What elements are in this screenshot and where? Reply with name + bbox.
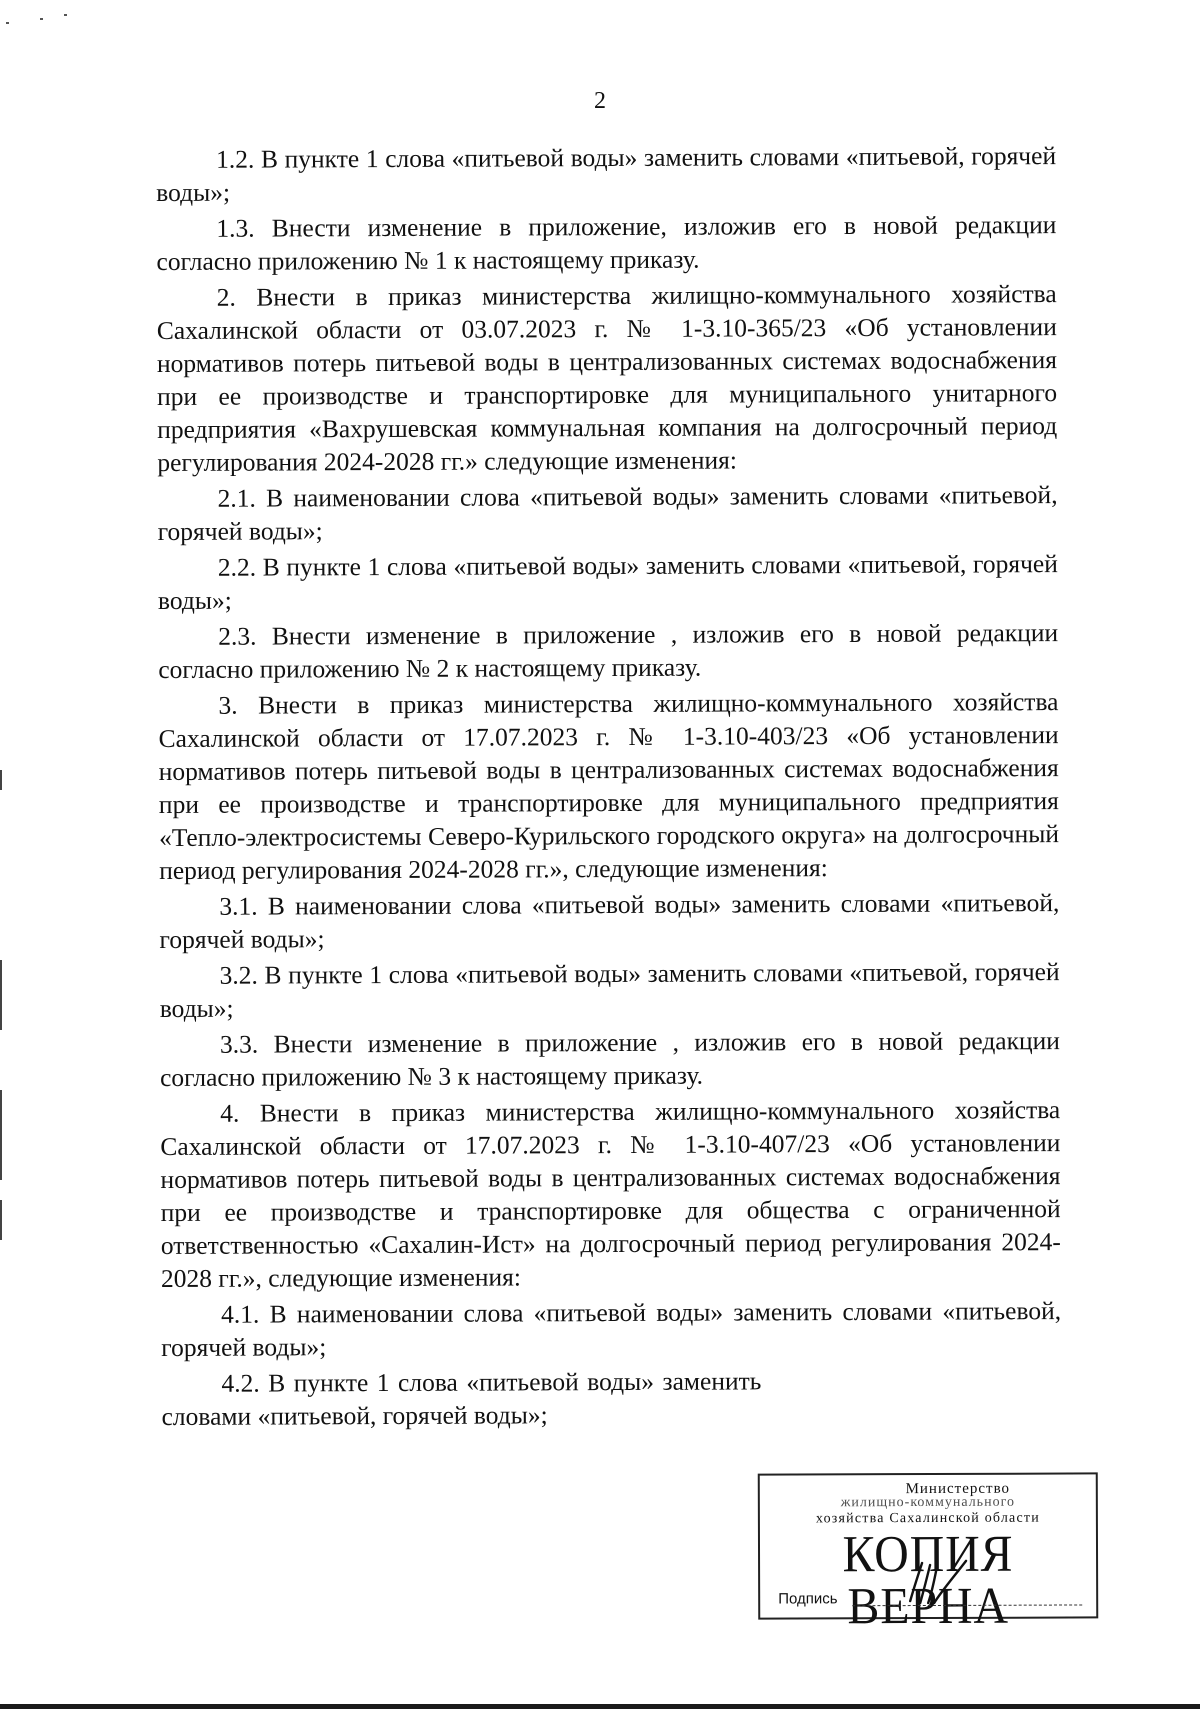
scan-artifact-dot [6, 22, 9, 24]
scan-artifact-edge [0, 960, 2, 1030]
paragraph-1-2: 1.2. В пункте 1 слова «питьевой воды» заменить словами «питьевой, горячей воды»; [156, 141, 1057, 207]
paragraph-4-2: 4.2. В пункте 1 слова «питьевой воды» заменить словами «питьевой, горячей воды»; [161, 1366, 762, 1431]
paragraph-2-1: 2.1. В наименовании слова «питьевой воды» заменить словами «питьевой, горячей воды»; [157, 480, 1058, 546]
scan-artifact-edge [0, 1200, 2, 1240]
paragraph-2-2: 2.2. В пункте 1 слова «питьевой воды» заменить словами «питьевой, горячей воды»; [157, 549, 1058, 615]
document-body [156, 139, 1062, 1436]
scan-bottom-edge [0, 1704, 1200, 1709]
stamp-title: КОПИЯ ВЕРНА [842, 1525, 1014, 1636]
paragraph-2-3: 2.3. Внести изменение в приложение , изложив его в новой редакции согласно приложению № 2 к настоящему приказу. [158, 618, 1059, 684]
scan-artifact-edge [0, 1090, 2, 1180]
scan-artifact-dot [40, 18, 43, 20]
stamp-signature-label: Подпись [778, 1590, 838, 1608]
stamp-org-line: жилищно-коммунального [840, 1494, 1015, 1511]
paragraph-3-1: 3.1. В наименовании слова «питьевой воды» заменить словами «питьевой, горячей воды»; [159, 888, 1060, 954]
paragraph-3-2: 3.2. В пункте 1 слова «питьевой воды» заменить словами «питьевой, горячей воды»; [159, 957, 1060, 1023]
copy-certified-stamp [758, 1472, 1099, 1636]
stamp-org-line: хозяйства Сахалинской области [815, 1510, 1040, 1527]
paragraph-4-1: 4.1. В наименовании слова «питьевой воды» заменить словами «питьевой, горячей воды»; [161, 1296, 1062, 1362]
paragraph-4: 4. Внести в приказ министерства жилищно-коммунального хозяйства Сахалинской области от 17.07.2023 г. № 1-3.10-407/23 «Об установлении нормативов потерь питьевой воды в централизованных системах водоснабжения при ее производстве и транспортировке для общества с ограниченной ответственностью «Сахалин-Ист» на долгосрочный период регулирования 2024-2028 гг.», следующие изменения: [160, 1095, 1061, 1293]
scan-artifact-edge [0, 770, 2, 790]
paragraph-2: 2. Внести в приказ министерства жилищно-коммунального хозяйства Сахалинской области от 03.07.2023 г. № 1-3.10-365/23 «Об установлении нормативов потерь питьевой воды в централизованных системах водоснабжения при ее производстве и транспортировке для муниципального унитарного предприятия «Вахрушевская коммунальная компания на долгосрочный период регулирования 2024-2028 гг.» следующие изменения: [156, 279, 1058, 477]
paragraph-3: 3. Внести в приказ министерства жилищно-коммунального хозяйства Сахалинской области от 17.07.2023 г. № 1-3.10-403/23 «Об установлении нормативов потерь питьевой воды в централизованных системах водоснабжения при ее производстве и транспортировке для муниципального предприятия «Тепло-электросистемы Северо-Курильского городского округа» на долгосрочный период регулирования 2024-2028 гг.», следующие изменения: [158, 687, 1060, 885]
page-number: 2 [594, 88, 606, 114]
paragraph-1-3: 1.3. Внести изменение в приложение, изложив его в новой редакции согласно приложению № 1 к настоящему приказу. [156, 210, 1057, 276]
handwritten-signature [900, 1553, 970, 1609]
paragraph-3-3: 3.3. Внести изменение в приложение , изложив его в новой редакции согласно приложению № 3 к настоящему приказу. [160, 1026, 1060, 1092]
scan-artifact-dot [64, 14, 67, 16]
stamp-org-line: Министерство [905, 1480, 1011, 1498]
